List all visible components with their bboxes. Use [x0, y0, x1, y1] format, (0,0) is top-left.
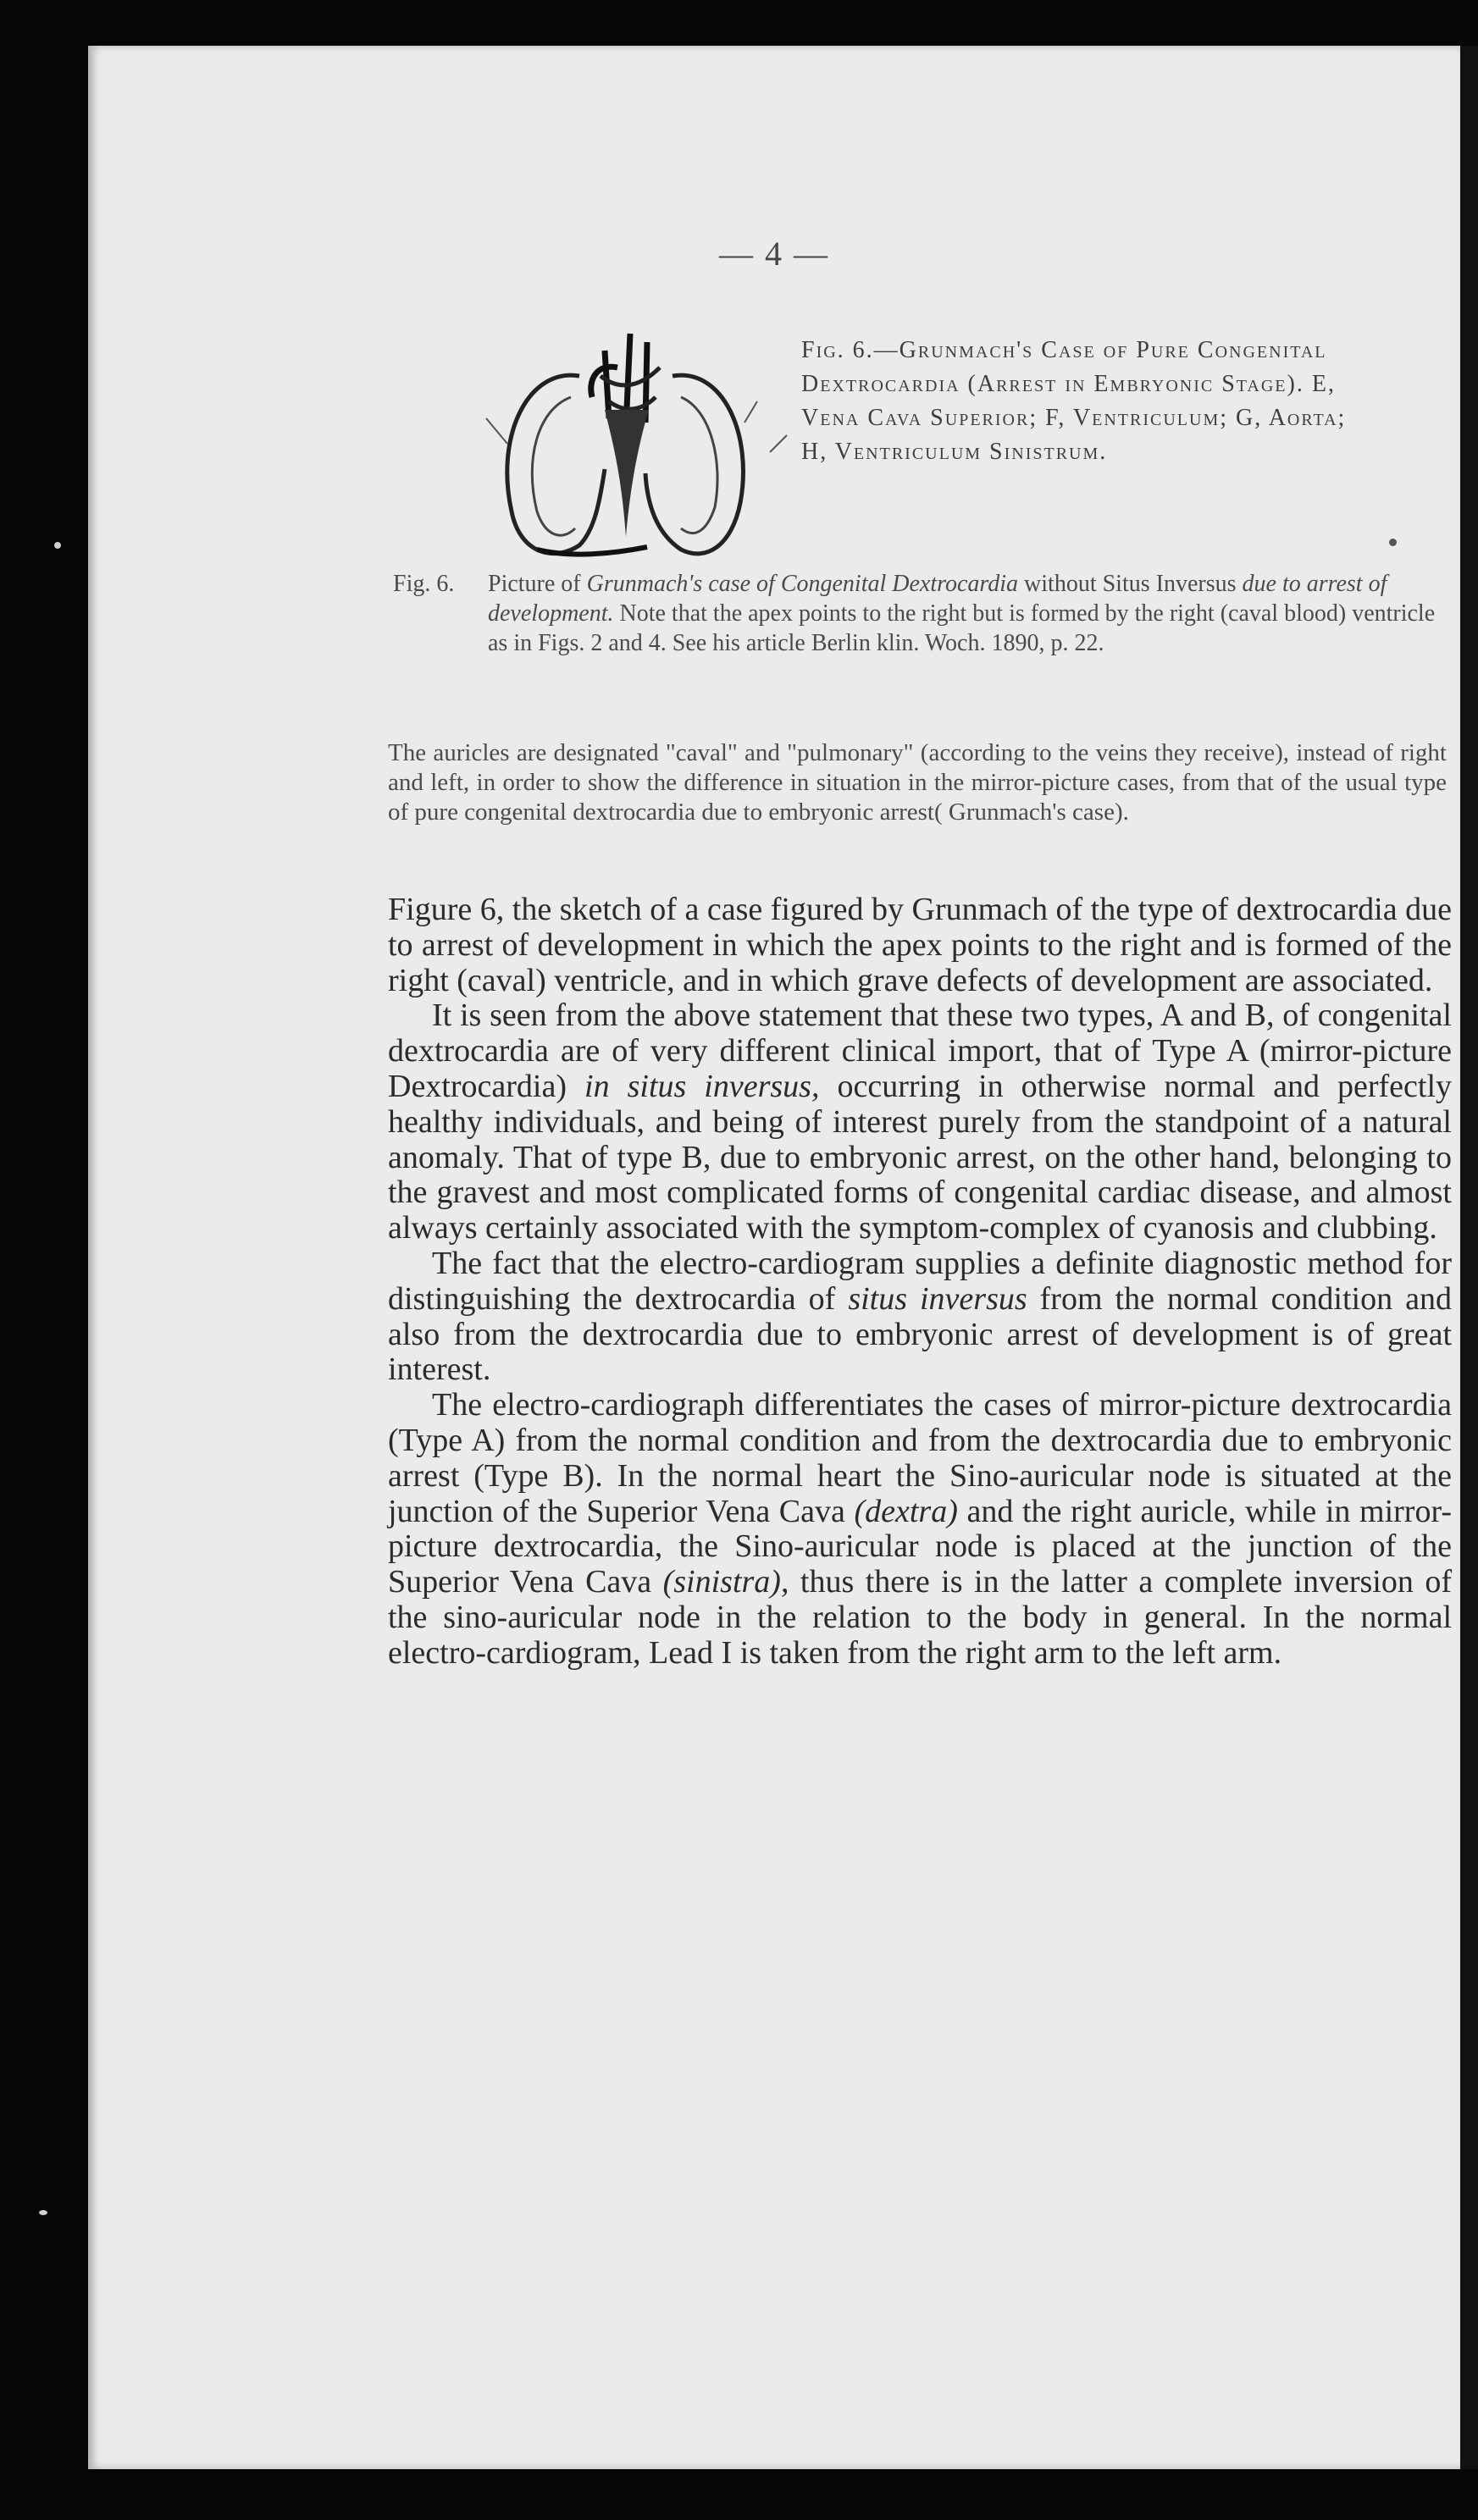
document-page — [88, 46, 1460, 2469]
body-text — [388, 892, 1452, 1672]
paragraph-run: (dextra) — [854, 1493, 958, 1529]
figure-legend-run: Picture of — [488, 571, 587, 597]
paragraph-run: The electro-cardiograph differentiates the cases of mirror-picture dextrocardia (Type A) from the normal condition and from the dextrocardia due to embryonic arrest (Type B). In the normal heart the Sino-auricular node is situated at the junction of the Superior Vena Cava — [388, 1387, 1452, 1529]
scan-border-right — [1460, 46, 1478, 2469]
figure-legend-run: without Situs Inversus — [1018, 571, 1243, 597]
page-number: — 4 — — [719, 235, 829, 273]
paragraph — [388, 892, 1452, 998]
paragraph-run: from the normal condition and also from the dextrocardia due to embryonic arrest of development is of great interest. — [388, 1280, 1452, 1388]
paragraph-run: in situs inversus, — [584, 1068, 820, 1104]
figure-legend-run: Note that the apex points to the right but is formed by the right (caval blood) ventricle as in Figs. 2 and 4. See his article Berlin klin. Woch. 1890, p. 22. — [488, 600, 1436, 656]
paragraph-run: It is seen from the above statement that these two types, A and B, of congenital dextrocardia are of very different clinical import, that of Type A (mirror-picture Dextrocardia) — [388, 998, 1452, 1104]
paragraph-run: situs inversus — [848, 1280, 1027, 1317]
paragraph — [388, 1246, 1452, 1388]
paragraph-run: The fact that the electro-cardiogram supplies a definite diagnostic method for distinguishing the dextrocardia of — [388, 1245, 1452, 1317]
figure-legend-run: Grunmach's case of Congenital Dextrocardia — [586, 571, 1019, 597]
dust-speck — [54, 542, 61, 549]
figure-legend-text — [488, 569, 1445, 658]
figure-legend-label: Fig. 6. — [393, 571, 455, 597]
dust-speck — [39, 2210, 47, 2215]
paragraph-run: and the right auricle, while in mirror-picture dextrocardia, the Sino-auricular node is placed at the junction of the Superior Vena Cava — [388, 1493, 1452, 1600]
dust-speck — [1389, 539, 1397, 546]
heart-illustration — [452, 317, 816, 571]
figure-caption: Fig. 6.—Grunmach's Case of Pure Congenital Dextrocardia (Arrest in Embryonic Stage). E, Vena Cava Superior; F, Ventriculum; G, Aorta; H, Ventriculum Sinistrum. — [801, 337, 1347, 465]
paragraph-run: , thus there is in the latter a complete inversion of the sino-auricular node in the relation to the body in general. In the normal electro-cardiogram, Lead I is taken from the right arm to the left arm. — [388, 1564, 1452, 1671]
paragraph-run: Figure 6, the sketch of a case figured by Grunmach of the type of dextrocardia due to arrest of development in which the apex points to the right and is formed of the right (caval) ventricle, and in which grave defects of development are associated. — [388, 892, 1452, 998]
figure-legend-run: due to arrest of development. — [488, 571, 1387, 627]
paragraph-run: occurring in otherwise normal and perfectly healthy individuals, and being of interest purely from the standpoint of a natural anomaly. That of type B, due to embryonic arrest, on the other hand, belonging to the gravest and most complicated forms of congenital cardiac disease, and almost always certainly associated with the symptom-complex of cyanosis and clubbing. — [388, 1068, 1452, 1246]
paragraph — [388, 1388, 1452, 1671]
paragraph-run: (sinistra) — [662, 1564, 781, 1600]
figure-note: The auricles are designated "caval" and "pulmonary" (according to the veins they receive), instead of right and left, in order to show the difference in situation in the mirror-picture cases, from that of the usual type of pure congenital dextrocardia due to embryonic arrest( Grunmach's case). — [388, 739, 1447, 826]
paragraph — [388, 998, 1452, 1246]
